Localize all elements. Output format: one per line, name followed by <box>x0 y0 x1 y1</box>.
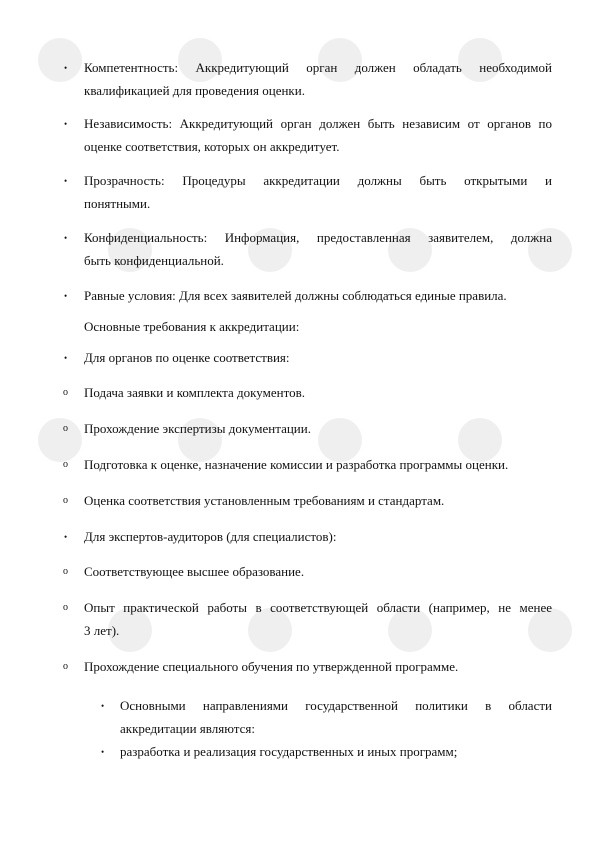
item-text-line1: разработка и реализация государственных и иных программ; <box>120 744 458 759</box>
bullet-icon: • <box>64 233 68 243</box>
circle-bullet-icon: o <box>63 459 68 470</box>
bullet-icon: • <box>101 701 105 711</box>
item-text-line2: 3 лет). <box>84 623 120 638</box>
bullet-icon: • <box>64 119 68 129</box>
item-text-line2: аккредитации являются: <box>120 721 255 736</box>
bullet-icon: • <box>64 63 68 73</box>
bullet-icon: • <box>101 747 105 757</box>
item-text-line1: Для экспертов-аудиторов (для специалистов): <box>84 529 337 544</box>
circle-bullet-icon: o <box>63 602 68 613</box>
item-text-line1: Подача заявки и комплекта документов. <box>84 385 305 400</box>
circle-bullet-icon: o <box>63 423 68 434</box>
item-text-line1: Подготовка к оценке, назначение комиссии и разработка программы оценки. <box>84 457 509 472</box>
bullet-icon: • <box>64 176 68 186</box>
item-text-line2: квалификацией для проведения оценки. <box>84 83 305 98</box>
circle-bullet-icon: o <box>63 661 68 672</box>
item-text-line1: Прозрачность: Процедуры аккредитации должны быть открытыми и <box>84 173 552 188</box>
item-text-line1: Оценка соответствия установленным требованиям и стандартам. <box>84 493 445 508</box>
item-text-line2: оценке соответствия, которых он аккредитует. <box>84 139 340 154</box>
circle-bullet-icon: o <box>63 495 68 506</box>
bullet-icon: • <box>64 353 68 363</box>
item-text-line1: Опыт практической работы в соответствующей области (например, не менее <box>84 600 552 615</box>
item-text-line1: Прохождение специального обучения по утвержденной программе. <box>84 659 459 674</box>
item-text-line1: Основными направлениями государственной политики в области <box>120 698 552 713</box>
item-text-line1: Компетентность: Аккредитующий орган должен обладать необходимой <box>84 60 552 75</box>
item-text-line1: Конфиденциальность: Информация, предоставленная заявителем, должна <box>84 230 552 245</box>
bullet-icon: • <box>64 532 68 542</box>
circle-bullet-icon: o <box>63 387 68 398</box>
item-text-line1: Соответствующее высшее образование. <box>84 564 305 579</box>
bullet-icon: • <box>64 291 68 301</box>
circle-bullet-icon: o <box>63 566 68 577</box>
item-text-line2: быть конфиденциальной. <box>84 253 224 268</box>
item-text-line1: Равные условия: Для всех заявителей должны соблюдаться единые правила. <box>84 288 507 303</box>
item-text-line1: Независимость: Аккредитующий орган должен быть независим от органов по <box>84 116 552 131</box>
item-text-line1: Основные требования к аккредитации: <box>84 319 300 334</box>
item-text-line2: понятными. <box>84 196 151 211</box>
item-text-line1: Для органов по оценке соответствия: <box>84 350 290 365</box>
item-text-line1: Прохождение экспертизы документации. <box>84 421 311 436</box>
